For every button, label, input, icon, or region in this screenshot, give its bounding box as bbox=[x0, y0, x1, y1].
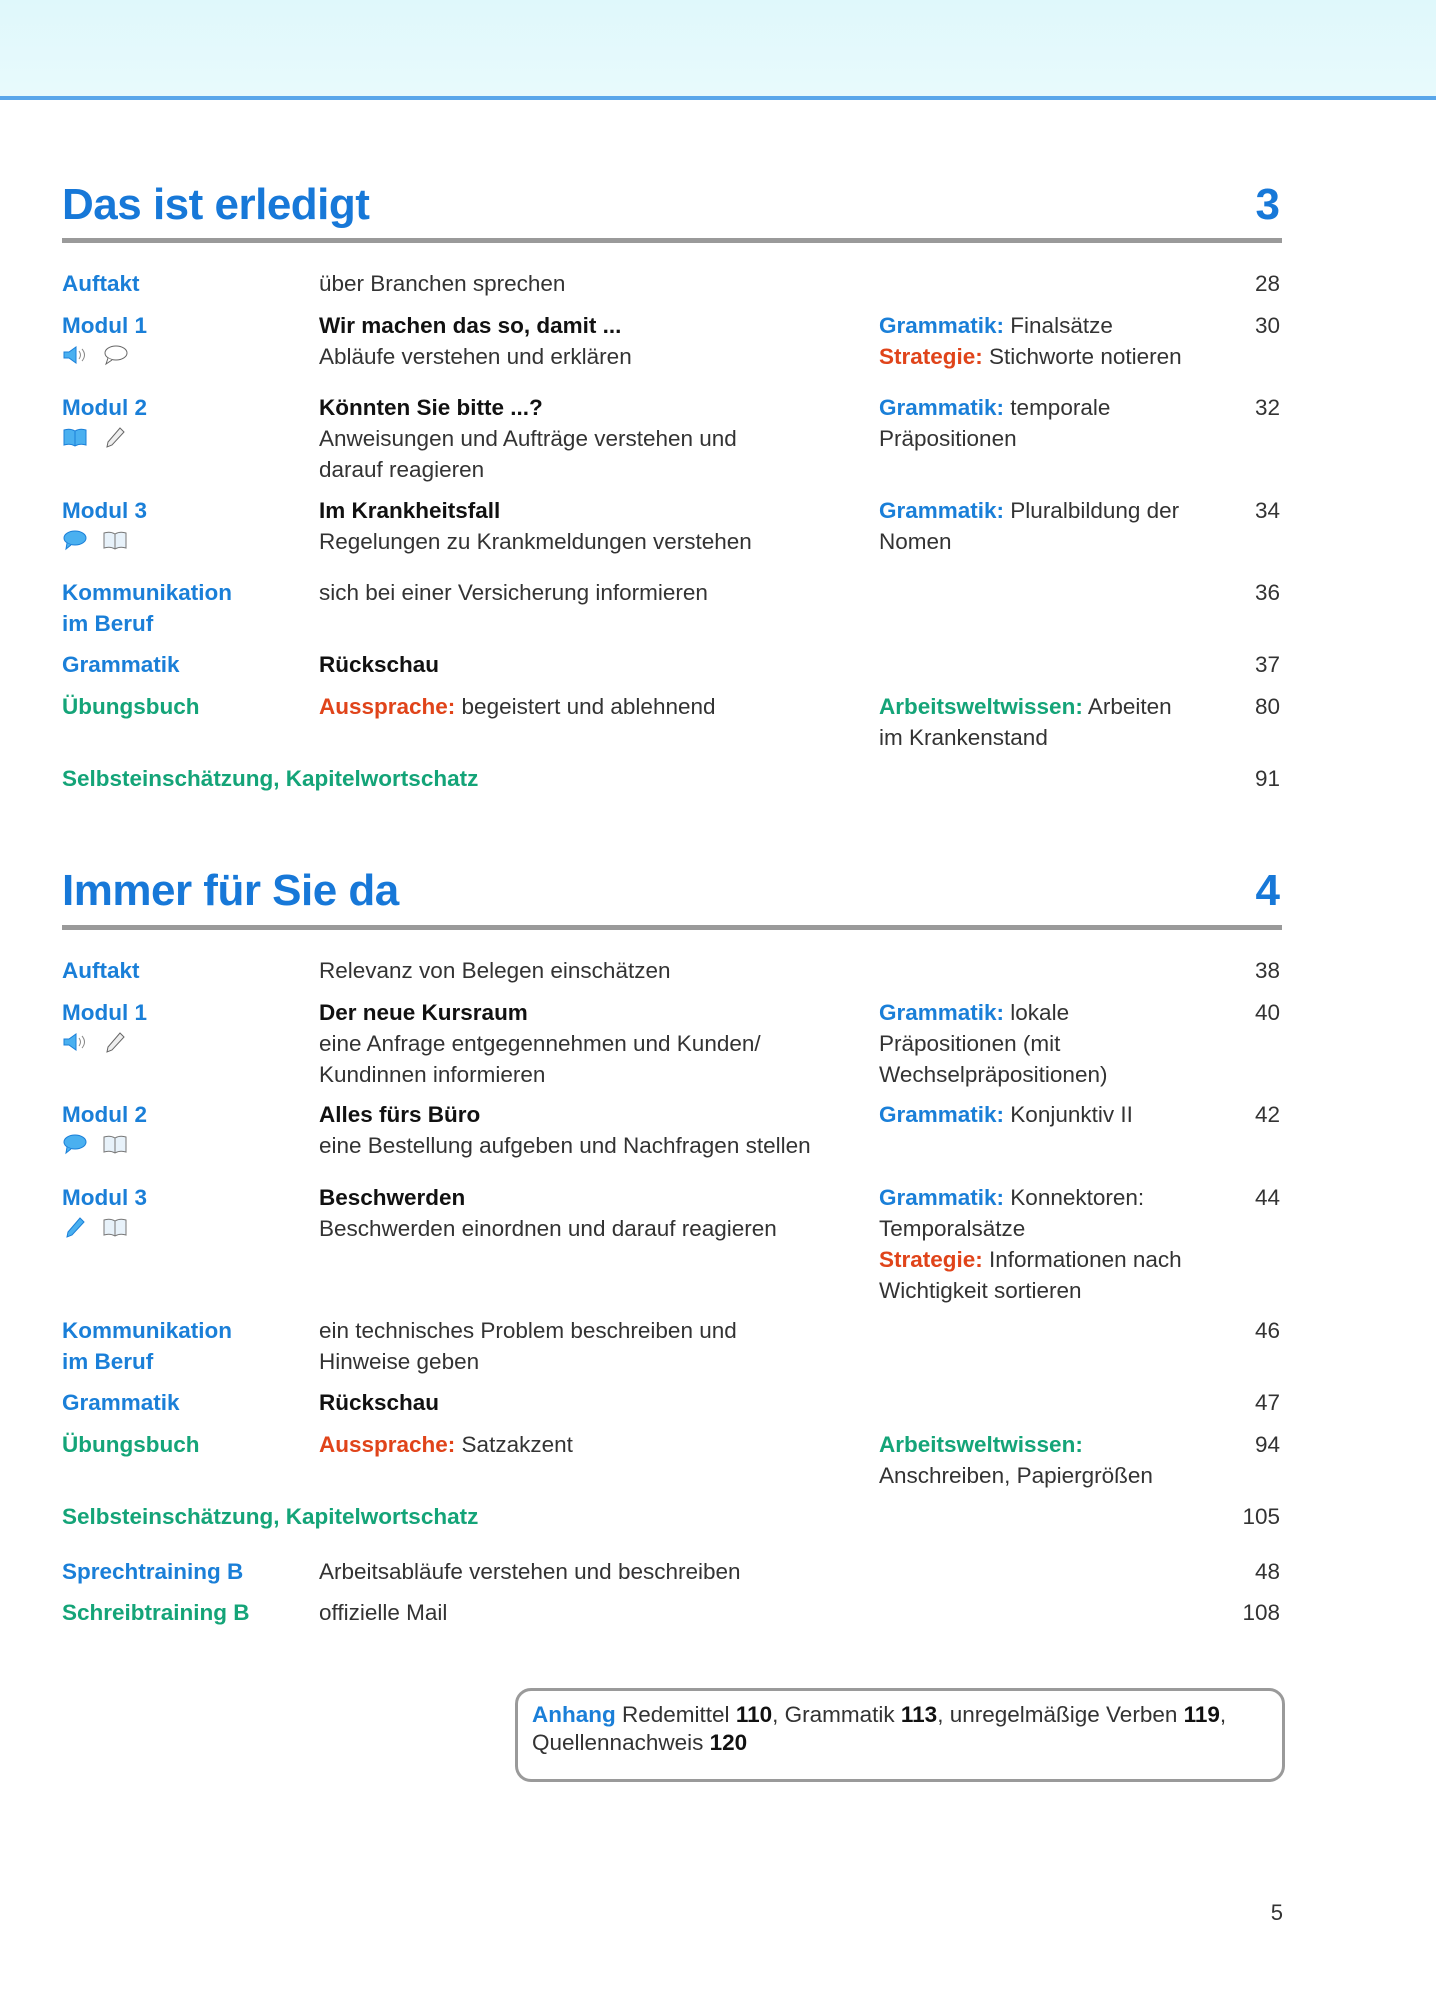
page-ref[interactable]: 91 bbox=[1254, 766, 1280, 791]
appendix-label: Anhang bbox=[532, 1702, 616, 1727]
page-ref[interactable]: 38 bbox=[1254, 958, 1280, 983]
skill-icons bbox=[62, 1132, 128, 1163]
page-ref[interactable]: 48 bbox=[1254, 1559, 1280, 1584]
toc-row-text: Regelungen zu Krankmeldungen verstehen bbox=[319, 529, 752, 554]
toc-row-heading: Könnten Sie bitte ...? bbox=[319, 395, 543, 420]
skill-icons bbox=[62, 425, 128, 456]
appendix-page: 120 bbox=[709, 1730, 748, 1755]
note-text: lokale Präpositionen (mit Wechselpräpositionen) bbox=[879, 1000, 1108, 1087]
toc-row-label[interactable]: Kommunikation im Beruf bbox=[62, 580, 233, 636]
section-rule bbox=[62, 925, 1282, 930]
toc-row-text: sich bei einer Versicherung informieren bbox=[319, 580, 708, 605]
toc-row-description bbox=[319, 997, 761, 1090]
toc-row-label[interactable]: Übungsbuch bbox=[62, 694, 200, 719]
toc-row-text: eine Bestellung aufgeben und Nachfragen stellen bbox=[319, 1133, 811, 1158]
page-ref[interactable]: 80 bbox=[1254, 694, 1280, 719]
page-ref[interactable]: 28 bbox=[1254, 271, 1280, 296]
toc-row-heading: Rückschau bbox=[319, 1390, 440, 1415]
note bbox=[879, 392, 1110, 454]
pronunciation-label: Aussprache: bbox=[319, 1432, 456, 1457]
note-text: Informationen nach Wichtigkeit sortieren bbox=[879, 1247, 1182, 1303]
toc-row-label[interactable]: Sprechtraining B bbox=[62, 1559, 244, 1584]
appendix-text: Redemittel bbox=[615, 1702, 736, 1727]
toc-row-description bbox=[319, 310, 632, 372]
note-key: Arbeitsweltwissen: bbox=[879, 1432, 1083, 1457]
toc-row-text: offizielle Mail bbox=[319, 1600, 448, 1625]
appendix-page: 113 bbox=[900, 1702, 938, 1727]
note-text: Anschreiben, Papiergrößen bbox=[879, 1463, 1153, 1488]
section-title: Immer für Sie da bbox=[62, 866, 399, 915]
toc-row-notes bbox=[879, 495, 1179, 557]
note-key: Strategie: bbox=[879, 1247, 983, 1272]
toc-row-description bbox=[319, 1099, 811, 1161]
toc-row-heading: Beschwerden bbox=[319, 1185, 466, 1210]
note bbox=[879, 310, 1182, 341]
header-banner bbox=[0, 0, 1436, 97]
note-key: Grammatik: bbox=[879, 313, 1005, 338]
toc-row-description bbox=[319, 955, 671, 986]
toc-row-text: eine Anfrage entgegennehmen und Kunden/ Kundinnen informieren bbox=[319, 1031, 761, 1087]
appendix-page: 110 bbox=[735, 1702, 773, 1727]
note-key: Arbeitsweltwissen: bbox=[879, 694, 1083, 719]
toc-row-notes bbox=[879, 310, 1182, 372]
book-icon bbox=[102, 1215, 128, 1246]
note-key: Grammatik: bbox=[879, 1102, 1005, 1127]
note bbox=[879, 1182, 1182, 1244]
page-ref[interactable]: 34 bbox=[1254, 498, 1280, 523]
toc-row-heading: Im Krankheitsfall bbox=[319, 498, 501, 523]
section-title: Das ist erledigt bbox=[62, 180, 370, 229]
toc-row-description bbox=[319, 495, 752, 557]
page-ref[interactable]: 30 bbox=[1254, 313, 1280, 338]
toc-row-notes bbox=[879, 691, 1172, 753]
toc-row-label[interactable]: Modul 3 bbox=[62, 498, 147, 523]
note bbox=[879, 1244, 1182, 1306]
toc-row-text: begeistert und ablehnend bbox=[455, 694, 716, 719]
toc-row-text: Satzakzent bbox=[455, 1432, 573, 1457]
toc-row-text: Abläufe verstehen und erklären bbox=[319, 344, 632, 369]
note-key: Strategie: bbox=[879, 344, 983, 369]
toc-row-notes bbox=[879, 392, 1110, 454]
note bbox=[879, 997, 1107, 1090]
toc-row-heading: Wir machen das so, damit ... bbox=[319, 313, 622, 338]
note bbox=[879, 341, 1182, 372]
page-ref[interactable]: 32 bbox=[1254, 395, 1280, 420]
toc-row-heading: Alles fürs Büro bbox=[319, 1102, 481, 1127]
note bbox=[879, 495, 1179, 557]
toc-row-label[interactable]: Modul 2 bbox=[62, 1102, 147, 1127]
toc-row-heading: Rückschau bbox=[319, 652, 440, 677]
note-text: Konjunktiv II bbox=[1004, 1102, 1133, 1127]
page-ref[interactable]: 36 bbox=[1254, 580, 1280, 605]
book-icon bbox=[62, 425, 88, 456]
toc-row-description bbox=[319, 1315, 737, 1377]
section-rule bbox=[62, 238, 1282, 243]
page-number: 5 bbox=[1270, 1900, 1283, 1925]
skill-icons bbox=[62, 1030, 128, 1061]
toc-row-label[interactable]: Selbsteinschätzung, Kapitelwortschatz bbox=[62, 1504, 479, 1529]
pencil-icon bbox=[62, 1215, 88, 1246]
toc-row-label[interactable]: Grammatik bbox=[62, 1390, 180, 1415]
toc-row-text: Anweisungen und Aufträge verstehen und darauf reagieren bbox=[319, 426, 737, 482]
page-ref[interactable]: 105 bbox=[1242, 1504, 1280, 1529]
toc-row-notes bbox=[879, 1099, 1133, 1130]
toc-row-description bbox=[319, 1182, 777, 1244]
note bbox=[879, 1099, 1133, 1130]
page-ref[interactable]: 37 bbox=[1254, 652, 1280, 677]
appendix-page: 119 bbox=[1183, 1702, 1220, 1727]
toc-row-label[interactable]: Schreibtraining B bbox=[62, 1600, 250, 1625]
toc-row-label[interactable]: Modul 3 bbox=[62, 1185, 147, 1210]
page-ref[interactable]: 42 bbox=[1254, 1102, 1280, 1127]
bubble-icon bbox=[62, 1132, 88, 1163]
toc-row-text: über Branchen sprechen bbox=[319, 271, 566, 296]
page-ref[interactable]: 44 bbox=[1254, 1185, 1280, 1210]
page-ref[interactable]: 46 bbox=[1254, 1318, 1280, 1343]
pronunciation-label: Aussprache: bbox=[319, 694, 456, 719]
note-key: Grammatik: bbox=[879, 498, 1005, 523]
toc-row-description bbox=[319, 691, 716, 722]
toc-row-label[interactable]: Auftakt bbox=[62, 958, 140, 983]
toc-row-label[interactable]: Grammatik bbox=[62, 652, 180, 677]
toc-row-label[interactable]: Auftakt bbox=[62, 271, 140, 296]
toc-row-label[interactable]: Modul 1 bbox=[62, 313, 147, 338]
toc-row-notes bbox=[879, 1182, 1182, 1306]
toc-row-description bbox=[319, 577, 708, 608]
note-key: Grammatik: bbox=[879, 395, 1005, 420]
toc-row-description bbox=[319, 649, 439, 680]
note bbox=[879, 1429, 1153, 1491]
note-text: Arbeiten im Krankenstand bbox=[879, 694, 1172, 750]
bubble-icon bbox=[102, 343, 128, 374]
header-divider bbox=[0, 96, 1436, 100]
pencil-icon bbox=[102, 1030, 128, 1061]
toc-row-description bbox=[319, 1429, 573, 1460]
page-ref[interactable]: 108 bbox=[1242, 1600, 1280, 1625]
toc-row-description bbox=[319, 268, 565, 299]
pencil-icon bbox=[102, 425, 128, 456]
page-ref[interactable]: 47 bbox=[1254, 1390, 1280, 1415]
toc-row-description bbox=[319, 1387, 439, 1418]
book-icon bbox=[102, 528, 128, 559]
note-text: Finalsätze bbox=[1004, 313, 1113, 338]
skill-icons bbox=[62, 1215, 128, 1246]
section-number: 4 bbox=[1255, 866, 1280, 915]
note-text: Konnektoren: Temporalsätze bbox=[879, 1185, 1145, 1241]
skill-icons bbox=[62, 343, 128, 374]
speaker-icon bbox=[62, 1030, 88, 1061]
toc-row-description bbox=[319, 1597, 447, 1628]
bubble-icon bbox=[62, 528, 88, 559]
book-icon bbox=[102, 1132, 128, 1163]
toc-row-notes bbox=[879, 1429, 1153, 1491]
appendix-text: , Grammatik bbox=[772, 1702, 901, 1727]
toc-row-text: Beschwerden einordnen und darauf reagieren bbox=[319, 1216, 777, 1241]
toc-row-text: Relevanz von Belegen einschätzen bbox=[319, 958, 671, 983]
toc-row-description bbox=[319, 1556, 741, 1587]
appendix-text: , unregelmäßige Verben bbox=[937, 1702, 1184, 1727]
toc-row-label[interactable]: Modul 2 bbox=[62, 395, 147, 420]
toc-row-heading: Der neue Kursraum bbox=[319, 1000, 528, 1025]
toc-row-label[interactable]: Modul 1 bbox=[62, 1000, 147, 1025]
toc-row-label[interactable]: Kommunikation im Beruf bbox=[62, 1318, 233, 1374]
toc-row-label[interactable]: Selbsteinschätzung, Kapitelwortschatz bbox=[62, 766, 479, 791]
page-ref[interactable]: 40 bbox=[1254, 1000, 1280, 1025]
toc-row-text: ein technisches Problem beschreiben und Hinweise geben bbox=[319, 1318, 737, 1374]
note bbox=[879, 691, 1172, 753]
note-text: Stichworte notieren bbox=[982, 344, 1182, 369]
appendix-box bbox=[515, 1688, 1285, 1782]
note-text: Pluralbildung der Nomen bbox=[879, 498, 1180, 554]
page-ref[interactable]: 94 bbox=[1254, 1432, 1280, 1457]
note-text: temporale Präpositionen bbox=[879, 395, 1111, 451]
skill-icons bbox=[62, 528, 128, 559]
toc-row-text: Arbeitsabläufe verstehen und beschreiben bbox=[319, 1559, 741, 1584]
speaker-icon bbox=[62, 343, 88, 374]
appendix-text: , Quellennachweis bbox=[532, 1702, 1227, 1755]
note-key: Grammatik: bbox=[879, 1000, 1005, 1025]
toc-row-description bbox=[319, 392, 737, 485]
section-number: 3 bbox=[1255, 180, 1280, 229]
toc-row-notes bbox=[879, 997, 1107, 1090]
toc-row-label[interactable]: Übungsbuch bbox=[62, 1432, 200, 1457]
note-key: Grammatik: bbox=[879, 1185, 1005, 1210]
